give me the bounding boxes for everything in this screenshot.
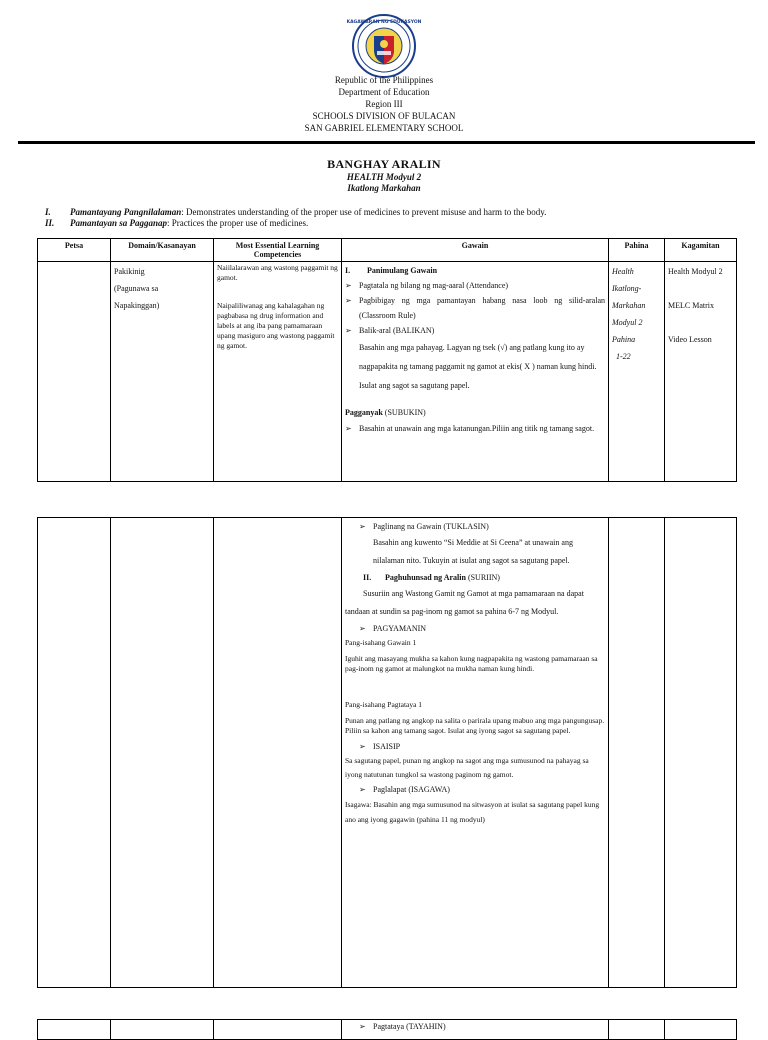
list-item: ➢ Paglinang na Gawain (TUKLASIN) [359, 519, 605, 534]
list-item: ➢ Pagbibigay ng mga pamantayan habang nasa loob ng silid-aralan (Classroom Rule) [345, 293, 605, 323]
gawain-text: Iguhit ang masayang mukha sa kahon kung nagpapakita ng wastong pamamaraan sa pag-inom ng gamot at malungkot na mukha naman kung hindi. [345, 654, 598, 673]
header-divider [18, 141, 755, 144]
list-item: ➢ Pagtatala ng bilang ng mag-aaral (Attendance) [345, 278, 605, 293]
domain-cell: Pakikinig (Pagunawa sa Napakinggan) [111, 262, 214, 482]
seal-lettering: KAGAWARAN NG EDUKASYON [346, 20, 422, 25]
header-line: SCHOOLS DIVISION OF BULACAN [312, 111, 456, 121]
lesson-plan-table [37, 238, 737, 482]
table-row [38, 262, 737, 482]
section-title: Panimulang Gawain [367, 266, 438, 275]
gawain-title: Pang-isahang Gawain 1 [345, 638, 417, 647]
document-quarter: Ikatlong Markahan [347, 183, 421, 193]
table-row [38, 1020, 737, 1040]
section-title: Paghuhunsad ng Aralin [385, 573, 466, 582]
column-header: Most Essential Learning Competencies [214, 239, 342, 262]
column-header: Domain/Kasanayan [111, 239, 214, 262]
kagamitan-cell [665, 518, 737, 988]
column-header: Kagamitan [665, 239, 737, 262]
header-line: Department of Education [338, 87, 430, 97]
list-item-text: Basahin ang kuwento “Si Meddie at Si Ceena” at unawain ang nilalaman nito. Tukuyin at isulat ang sagot sa sagutang papel. [373, 538, 573, 565]
objectives [45, 207, 546, 229]
isagawa-text: Isagawa: Basahin ang mga sumusunod na sitwasyon at isulat sa sagutang papel kung ano ang iyong gagawin (pahina 11 ng modyul) [345, 800, 600, 824]
melc-item: Naipaliliwanag ang kahalagahan ng pagbabasa ng drug information and labels at ang iba pang pamamaraan upang masiguro ang wastong paggamit ng gamot. [217, 301, 335, 350]
pagtataya-text: Punan ang patlang ng angkop na salita o parirala upang mabuo ang mga pangungusap. Piliin sa kahon ang tamang sagot. Isulat ang iyong sagot sa sagutang papel. [345, 716, 605, 735]
title-block [0, 157, 768, 194]
column-header: Gawain [342, 239, 609, 262]
objective-row: I. Pamantayang Pangnilalaman: Demonstrates understanding of the proper use of medicines to prevent misuse and harm to the body. [45, 207, 547, 217]
lesson-plan-table-continued [37, 1019, 737, 1040]
melc-cell [214, 262, 342, 482]
section-title: Pagganyak [345, 408, 383, 417]
school-header [0, 74, 768, 134]
column-header: Pahina [609, 239, 665, 262]
list-item: ➢ Pagtataya (TAYAHIN) [359, 1021, 605, 1032]
objective-row: II. Pamantayan sa Pagganap: Practices the proper use of medicines. [45, 218, 309, 228]
isaisip-text: Sa sagutang papel, punan ng angkop na sagot ang mga sumusunod na pahayag sa iyong natutunan tungkol sa wastong paginom ng gamot. [345, 756, 589, 779]
pahina-cell [609, 518, 665, 988]
lesson-plan-table-continued [37, 517, 737, 988]
list-item-text: Basahin ang mga pahayag. Lagyan ng tsek (√) ang patlang kung ito ay nagpapakita ng tamang paggamit ng gamot at ekis( X ) naman kung hindi. Isulat ang sagot sa sagutang papel. [359, 343, 597, 390]
table-row [38, 518, 737, 988]
list-item: ➢ PAGYAMANIN [359, 621, 605, 636]
pahina-cell: Health Ikatlong- Markahan Modyul 2 Pahina 1-22 [609, 262, 665, 482]
list-item: ➢ Balik-aral (BALIKAN) [345, 323, 605, 338]
list-item: ➢ Paglalapat (ISAGAWA) [359, 782, 605, 797]
suriin-text: Susuriin ang Wastong Gamit ng Gamot at mga pamamaraan na dapat tandaan at sundin sa pag-inom ng gamot sa pahina 6-7 ng Modyul. [345, 589, 584, 616]
petsa-cell [38, 262, 111, 482]
table-header-row [38, 239, 737, 262]
document-subtitle: HEALTH Modyul 2 [346, 172, 422, 182]
header-line: SAN GABRIEL ELEMENTARY SCHOOL [304, 123, 464, 133]
header-line: Republic of the Philippines [334, 75, 434, 85]
melc-cell [214, 518, 342, 988]
deped-seal-logo [346, 14, 422, 78]
melc-item: Naiilalarawan ang wastong paggamit ng gamot. [217, 263, 338, 282]
kagamitan-cell: Health Modyul 2 MELC Matrix Video Lesson [665, 262, 737, 482]
gawain-cell [342, 1020, 609, 1040]
petsa-cell [38, 518, 111, 988]
document-title: BANGHAY ARALIN [327, 157, 441, 171]
list-item: ➢ Basahin at unawain ang mga katanungan.Piliin ang titik ng tamang sagot. [345, 420, 605, 437]
pagtataya-title: Pang-isahang Pagtataya 1 [345, 700, 423, 709]
gawain-cell: I. Panimulang Gawain ➢ Pagtatala ng bilang ng mag-aaral (Attendance) ➢ Pagbibigay ng mga pamantayan habang nasa loob ng silid-aralan (Classroom Rule) ➢ Balik-aral (BALIKAN) Basahin ang mga pahayag. Lagyan ng tsek (√) ang patlang kung ito ay nagpapakita ng tamang paggamit ng gamot at ekis( X ) naman kung hindi. Isulat ang sagot sa sagutang papel. Pagganyak (SUBUKIN) ➢ Basahin at unawain ang mga katanungan.Piliin ang titik ng tamang sagot. [342, 262, 609, 482]
domain-cell [111, 518, 214, 988]
gawain-cell: ➢ Paglinang na Gawain (TUKLASIN) Basahin ang kuwento “Si Meddie at Si Ceena” at unawain ang nilalaman nito. Tukuyin at isulat ang sagot sa sagutang papel. II. Paghuhunsad ng Aralin (SURIIN) Susuriin ang Wastong Gamit ng Gamot at mga pamamaraan na dapat tandaan at sundin sa pag-inom ng gamot sa pahina 6-7 ng Modyul. ➢ PAGYAMANIN Pang-isahang Gawain 1 Iguhit ang masayang mukha sa kahon kung nagpapakita ng wastong pamamaraan sa pag-inom ng gamot at malungkot na mukha naman kung hindi. Pang-isahang Pagtataya 1 Punan ang patlang ng angkop na salita o parirala upang mabuo ang mga pangungusap. Piliin sa kahon ang tamang sagot. Isulat ang iyong sagot sa sagutang papel. ➢ ISAISIP Sa sagutang papel, punan ng angkop na sagot ang mga sumusunod na pahayag sa iyong natutunan tungkol sa wastong paginom ng gamot. ➢ Paglalapat (ISAGAWA) Isagawa: Basahin ang mga sumusunod na sitwasyon at isulat sa sagutang papel kung ano ang iyong gagawin (pahina 11 ng modyul) [342, 518, 609, 988]
column-header: Petsa [38, 239, 111, 262]
list-item: ➢ ISAISIP [359, 739, 605, 754]
header-line: Region III [365, 99, 403, 109]
